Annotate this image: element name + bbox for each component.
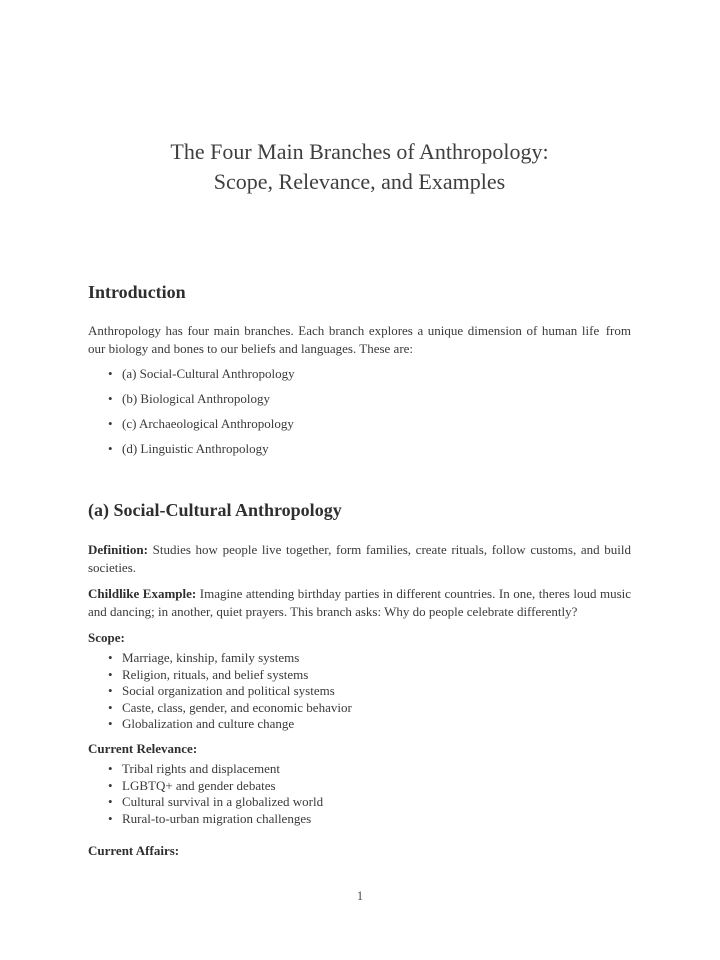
- list-item-label: LGBTQ+ and gender debates: [122, 777, 276, 793]
- introduction-paragraph: Anthropology has four main branches. Each branch explores a unique dimension of human life from our biology and bones to our beliefs and languages. These are:: [88, 323, 631, 356]
- bullet-icon: [108, 365, 113, 383]
- definition-text: Studies how people live together, form families, create rituals, follow customs, and build societies.: [88, 542, 631, 575]
- list-item: [122, 650, 631, 667]
- bullet-icon: [108, 778, 113, 795]
- document-title: [88, 137, 631, 197]
- bullet-icon: [108, 794, 113, 811]
- list-item-label: (c) Archaeological Anthropology: [122, 416, 294, 431]
- bullet-icon: [108, 716, 113, 733]
- example-label: Childlike Example:: [88, 586, 197, 601]
- list-item: [122, 390, 631, 408]
- list-item-label: (b) Biological Anthropology: [122, 391, 271, 406]
- bullet-icon: [108, 683, 113, 700]
- list-item: [122, 667, 631, 684]
- page-number: 1: [356, 889, 364, 903]
- introduction-heading: Introduction: [88, 282, 186, 302]
- definition-label: Definition:: [88, 542, 148, 557]
- list-item-label: Cultural survival in a globalized world: [122, 794, 324, 810]
- scope-label: Scope:: [88, 630, 125, 645]
- list-item-label: Social organization and political systems: [122, 683, 335, 699]
- list-item: [122, 440, 631, 458]
- list-item: [122, 683, 631, 700]
- relevance-label: Current Relevance:: [88, 740, 198, 756]
- list-item: [122, 794, 631, 811]
- list-item-label: Tribal rights and displacement: [122, 760, 281, 776]
- list-item-label: (d) Linguistic Anthropology: [122, 441, 269, 456]
- list-item: [122, 700, 631, 717]
- bullet-icon: [108, 761, 113, 778]
- list-item-label: Religion, rituals, and belief systems: [122, 666, 309, 682]
- bullet-icon: [108, 667, 113, 684]
- list-item-label: Globalization and culture change: [122, 716, 295, 732]
- scope-list: [88, 650, 631, 733]
- bullet-icon: [108, 440, 113, 458]
- list-item-label: Marriage, kinship, family systems: [122, 650, 300, 665]
- bullet-icon: [108, 650, 113, 667]
- title-line-1: The Four Main Branches of Anthropology:: [170, 139, 549, 164]
- list-item-label: Rural-to-urban migration challenges: [122, 810, 312, 826]
- title-line-2: Scope, Relevance, and Examples: [213, 169, 506, 194]
- section-a-heading: (a) Social-Cultural Anthropology: [88, 500, 342, 520]
- bullet-icon: [108, 811, 113, 828]
- bullet-icon: [108, 390, 113, 408]
- document-content: [88, 0, 631, 860]
- relevance-list: [88, 761, 631, 827]
- affairs-label: Current Affairs:: [88, 843, 180, 859]
- bullet-icon: [108, 700, 113, 717]
- list-item-label: Caste, class, gender, and economic behavior: [122, 699, 352, 715]
- list-item: [122, 811, 631, 828]
- branches-list: [88, 365, 631, 458]
- list-item: [122, 778, 631, 795]
- list-item-label: (a) Social-Cultural Anthropology: [122, 366, 295, 381]
- bullet-icon: [108, 415, 113, 433]
- example-paragraph: [88, 585, 631, 621]
- example-text: Imagine attending birthday parties in different countries. In one, theres loud music and dancing; in another, quiet prayers. This branch asks: Why do people celebrate differently?: [88, 586, 632, 619]
- list-item: [122, 761, 631, 778]
- list-item: [122, 716, 631, 733]
- list-item: [122, 365, 631, 383]
- list-item: [122, 415, 631, 433]
- definition-paragraph: [88, 541, 631, 577]
